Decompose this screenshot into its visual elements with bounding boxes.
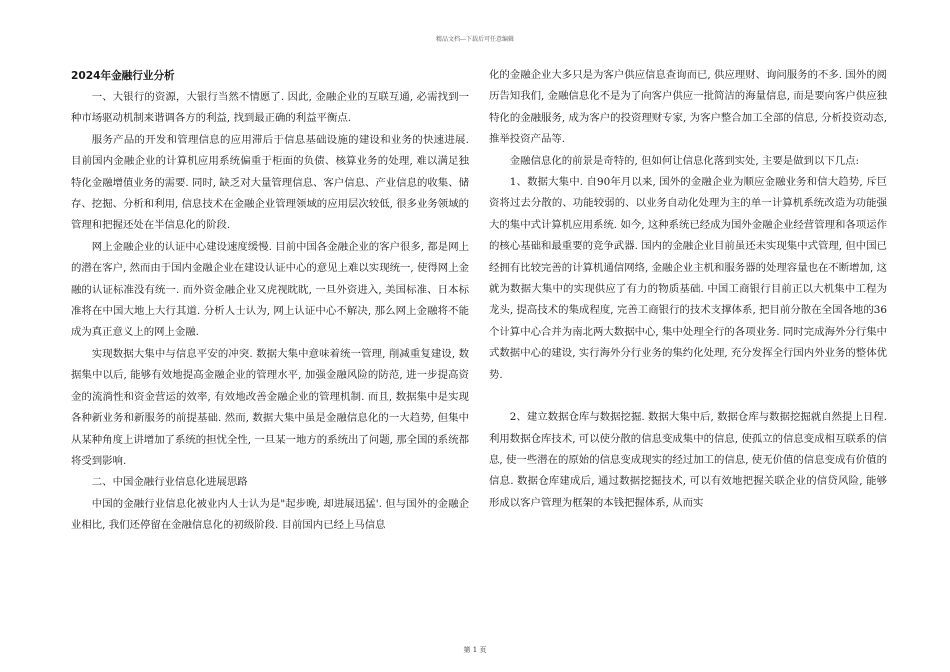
page-header: 精品文档---下载后可任意编辑	[435, 36, 515, 43]
paragraph: 网上金融企业的认证中心建设速度缓慢. 目前中国各金融企业的客户很多, 都是网上的潜在客户, 然而由于国内金融企业在建设认证中心的意见上难以实现统一, 使得网上金融的认证标准没有统一. 而外资金融企业又虎视眈眈, 一旦外资进入, 美国标准、日本标准将在中国大地上大行其道. 分析人士认为, 网上认证中心不解决, 那么网上金融将不能成为真正意义上的网上金融.	[71, 240, 469, 339]
paragraph-continuation: 化的金融企业大多只是为客户供应信息查询而已, 供应理财、询问服务的不多. 国外的阅历告知我们, 金融信息化不是为了向客户供应一批简洁的海量信息, 而是要向客户供应独特化的金融服务, 成为客户的投资理财专家, 为客户整合加工全部的信息, 分析投资动态, 推举投资产品等.	[489, 69, 887, 146]
section-heading: 二、中国金融行业信息化进展思路	[91, 476, 248, 489]
right-column	[489, 65, 887, 514]
paragraph: 服务产品的开发和管理信息的应用滞后于信息基础设施的建设和业务的快速进展. 目前国内金融企业的计算机应用系统偏重于柜面的负债、核算业务的处理, 难以满足独特化金融增值业务的需要. 同时, 缺乏对大量管理信息、客户信息、产业信息的收集、储存、挖掘、分析和利用, 信息技术在金融企业管理领域的应用层次较低, 很多业务领域的管理和把握还处在半信息化的阶段.	[71, 133, 469, 232]
paragraph: 中国的金融行业信息化被业内人士认为是"起步晚, 却进展迅猛'. 但与国外的金融企业相比, 我们还停留在金融信息化的初级阶段. 目前国内已经上马信息	[71, 497, 469, 532]
paragraph: 实现数据大集中与信息平安的冲突. 数据大集中意味着统一管理, 削减重复建设, 数据集中以后, 能够有效地提高金融企业的管理水平, 加强金融风险的防范, 进一步提高资金的流淌性和资金营运的效率, 有效地改善金融企业的管理机制. 而且, 数据集中是实现各种新业务和新服务的前提基础. 然而, 数据大集中虽是金融信息化的一大趋势, 但集中从某种角度上讲增加了系统的担忧全性, 一旦某一地方的系统出了问题, 那全国的系统都将受到影响.	[71, 347, 469, 467]
blank-line	[489, 386, 887, 407]
paragraph: 一、大银行的资源，大银行当然不情愿了. 因此, 金融企业的互联互通, 必需找到一种市场驱动机制来谐调各方的利益, 找到最正确的利益平衡点.	[71, 91, 469, 125]
left-column	[71, 66, 469, 537]
paragraph: 金融信息化的前景是奇特的, 但如何让信息化落到实处, 主要是做到以下几点:	[509, 154, 860, 167]
document-title: 2024年金融行业分析	[71, 70, 175, 82]
paragraph: 1、数据大集中. 自90年月以来, 国外的金融企业为顺应金融业务和信大趋势, 斥巨资将过去分散的、功能较弱的、以业务自动化处理为主的单一计算机系统改造为功能强大的集中式计算机应用系统. 如今, 这种系统已经成为国外金融企业经营管理和各项运作的核心基础和最重要的竞争武器. 国内的金融企业目前虽还未实现集中式管理, 但中国已经拥有比较完善的计算机通信网络, 金融企业主机和服务器的处理容量也在不断增加, 这就为数据大集中的实现供应了有力的物质基础. 中国工商银行目前正以大机集中工程为龙头, 提高技术的集成程度, 完善工商银行的技术支撑体系, 把目前分散在全国各地的36个计算中心合并为南北两大数据中心, 集中处理全行的各项业务. 同时完成海外分行集中式数据中心的建设, 实行海外分行业务的集约化处理, 充分发挥全行国内外业务的整体优势.	[489, 176, 887, 381]
paragraph: 2、建立数据仓库与数据挖掘. 数据大集中后, 数据仓库与数据挖掘就自然提上日程. 利用数据仓库技术, 可以使分散的信息变成集中的信息, 使孤立的信息变成相互联系的信息, 使一些潜在的原始的信息变成现实的经过加工的信息, 使无价值的信息变成有价值的信息. 数据仓库建成后, 通过数据挖掘技术, 可以有效地把握关联企业的信贷风险, 能够形成以客户管理为框架的本钱把握体系, 从而实	[489, 411, 887, 509]
page-number: 第 1 页	[463, 646, 487, 654]
